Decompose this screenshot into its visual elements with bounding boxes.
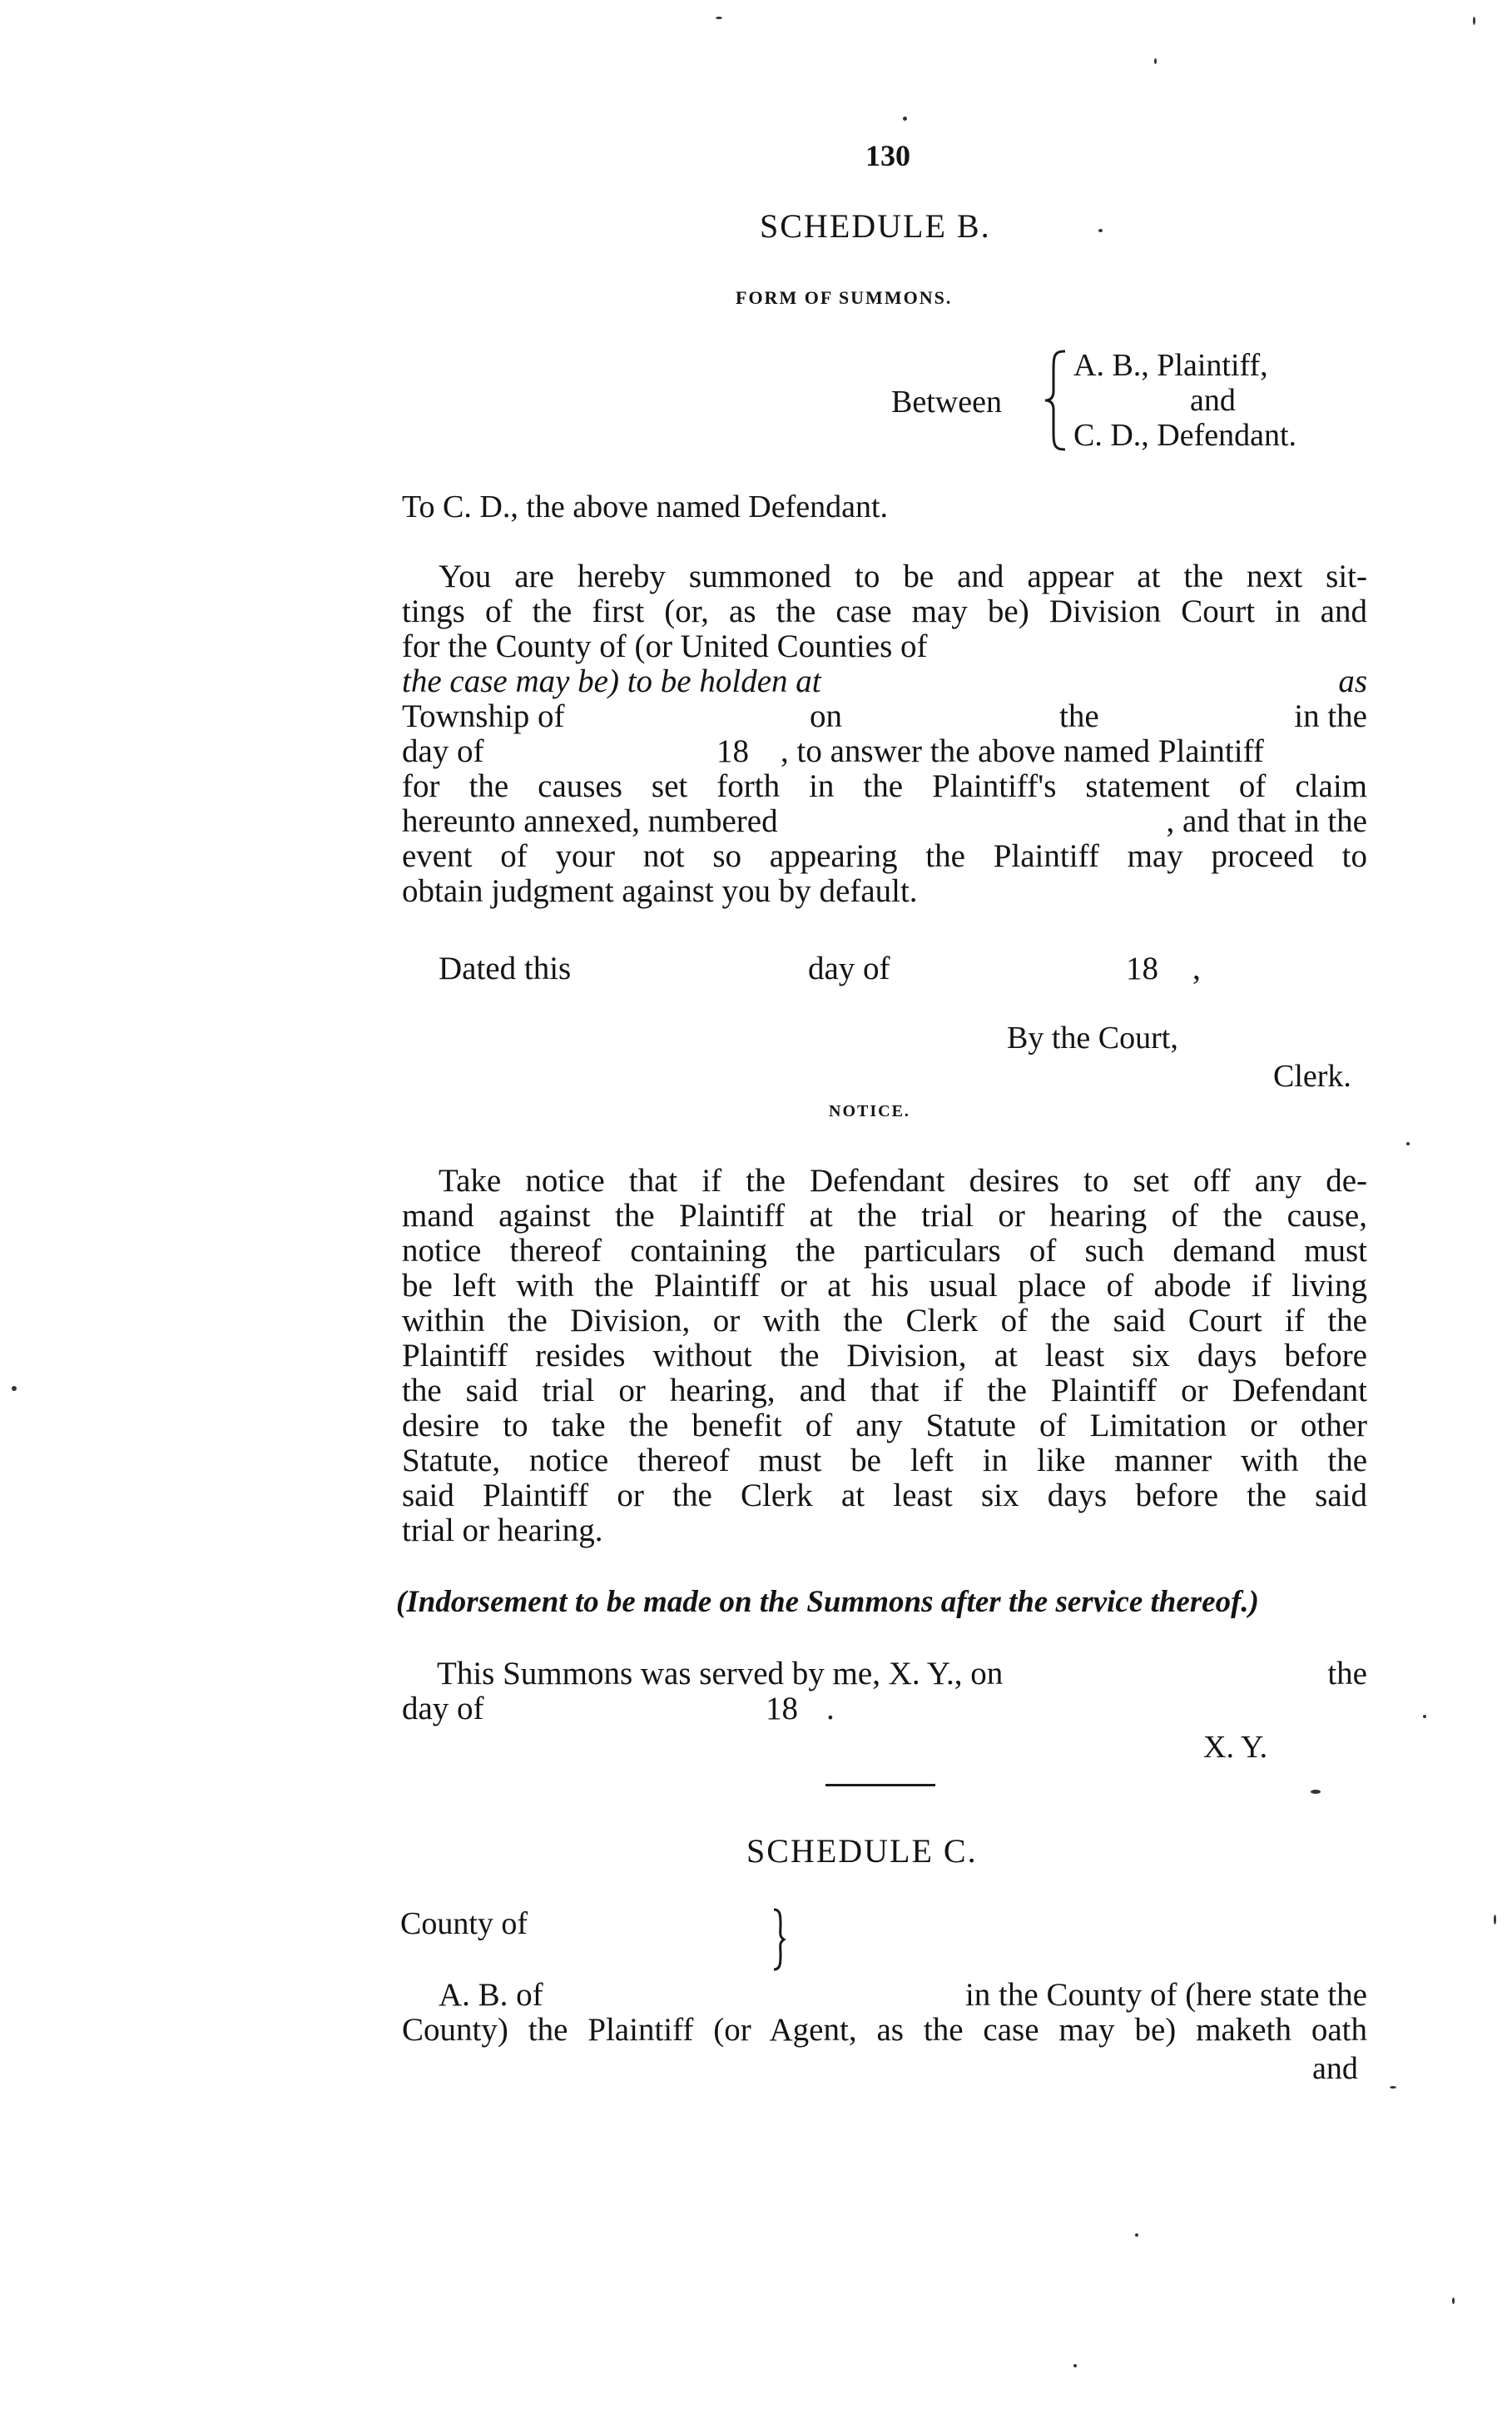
notice-line: mand against the Plaintiff at the trial or hearing of the cause, <box>402 1198 1367 1234</box>
notice-line: the said trial or hearing, and that if the Plaintiff or Defendant <box>402 1373 1367 1408</box>
notice-line: Plaintiff resides without the Division, at least six days before <box>402 1338 1367 1373</box>
scan-speck <box>1423 1715 1426 1718</box>
oath-paragraph <box>402 2013 1367 2048</box>
clerk-signature: Clerk. <box>1273 1059 1351 1094</box>
party-and: and <box>1190 383 1236 418</box>
summons-line: You are hereby summoned to be and appear at the next sit- <box>439 559 1367 594</box>
scan-speck <box>1073 2364 1077 2367</box>
oath-line-1: A. B. of in the County of (here state the <box>439 1977 1367 2013</box>
scan-speck <box>12 1386 17 1391</box>
oath-line-2: County) the Plaintiff (or Agent, as the case may be) maketh oath <box>402 2012 1367 2048</box>
scan-speck <box>1390 2086 1396 2089</box>
summons-paragraph-cont <box>402 769 1367 804</box>
catchword: and <box>1312 2051 1358 2086</box>
notice-line: notice thereof containing the particulars of such demand must <box>402 1233 1367 1269</box>
notice-line: within the Division, or with the Clerk of the said Court if the <box>402 1303 1367 1339</box>
county-of-label: County of <box>400 1906 528 1941</box>
notice-line: Statute, notice thereof must be left in like manner with the <box>402 1443 1367 1478</box>
scan-speck <box>1494 1915 1496 1925</box>
by-the-court: By the Court, <box>1007 1021 1178 1056</box>
summons-line: tings of the first (or, as the case may be) Division Court in and <box>402 594 1367 629</box>
party-defendant: C. D., Defendant. <box>1073 418 1297 453</box>
scan-speck <box>716 17 722 19</box>
indorsement-note: (Indorsement to be made on the Summons after the service thereof.) <box>396 1585 1259 1619</box>
notice-line: said Plaintiff or the Clerk at least six days before the said <box>402 1478 1367 1513</box>
notice-line: trial or hearing. <box>402 1512 603 1548</box>
summons-row-holden: as <box>1338 663 1367 699</box>
served-line-1: This Summons was served by me, X. Y., on the <box>437 1656 1367 1691</box>
notice-line: Take notice that if the Defendant desires to set off any de- <box>439 1163 1367 1199</box>
scan-speck <box>1452 2297 1455 2304</box>
form-of-summons-heading: FORM OF SUMMONS. <box>736 287 953 308</box>
party-brace <box>1042 348 1070 453</box>
scan-speck <box>1154 58 1157 64</box>
dated-line: Dated this day of 18 , <box>439 951 1201 986</box>
summons-row-township: Township of on the <box>402 698 1099 734</box>
between-label: Between <box>891 385 1002 420</box>
summons-line: event of your not so appearing the Plaintiff may proceed to <box>402 838 1367 874</box>
notice-line: desire to take the benefit of any Statute of Limitation or other <box>402 1408 1367 1443</box>
schedule-c-heading: SCHEDULE C. <box>746 1832 978 1870</box>
scan-speck <box>1311 1790 1321 1794</box>
summons-line: obtain judgment against you by default. <box>402 873 918 909</box>
summons-line: for the causes set forth in the Plaintiff's statement of claim <box>402 768 1367 804</box>
summons-paragraph-end <box>402 839 1367 909</box>
scan-speck <box>1098 229 1103 232</box>
county-brace <box>769 1906 789 1973</box>
party-plaintiff: A. B., Plaintiff, <box>1073 348 1268 383</box>
summons-row-holden-3: in the <box>1294 698 1367 734</box>
page-number: 130 <box>865 139 910 172</box>
scan-speck <box>1406 1142 1410 1145</box>
notice-heading: NOTICE. <box>829 1102 910 1120</box>
section-divider <box>825 1784 935 1786</box>
scan-speck <box>903 117 907 121</box>
served-line-2: day of 18 . <box>402 1691 835 1726</box>
scan-speck <box>1135 2233 1138 2237</box>
summons-row-county: for the County of (or United Counties of <box>402 628 928 664</box>
summons-row-holden-2: the case may be) to be holden at <box>402 663 821 699</box>
summons-paragraph <box>402 559 1367 629</box>
schedule-b-heading: SCHEDULE B. <box>760 207 991 245</box>
summons-row-day: day of 18 , to answer the above named Plaintiff <box>402 733 1264 769</box>
notice-line: be left with the Plaintiff or at his usual place of abode if living <box>402 1268 1367 1304</box>
scan-speck <box>1473 17 1475 25</box>
addressee-line: To C. D., the above named Defendant. <box>402 489 889 524</box>
summons-row-numbered: hereunto annexed, numbered , and that in the <box>402 803 1367 839</box>
server-signature: X. Y. <box>1203 1730 1268 1765</box>
notice-paragraph <box>402 1164 1367 1548</box>
